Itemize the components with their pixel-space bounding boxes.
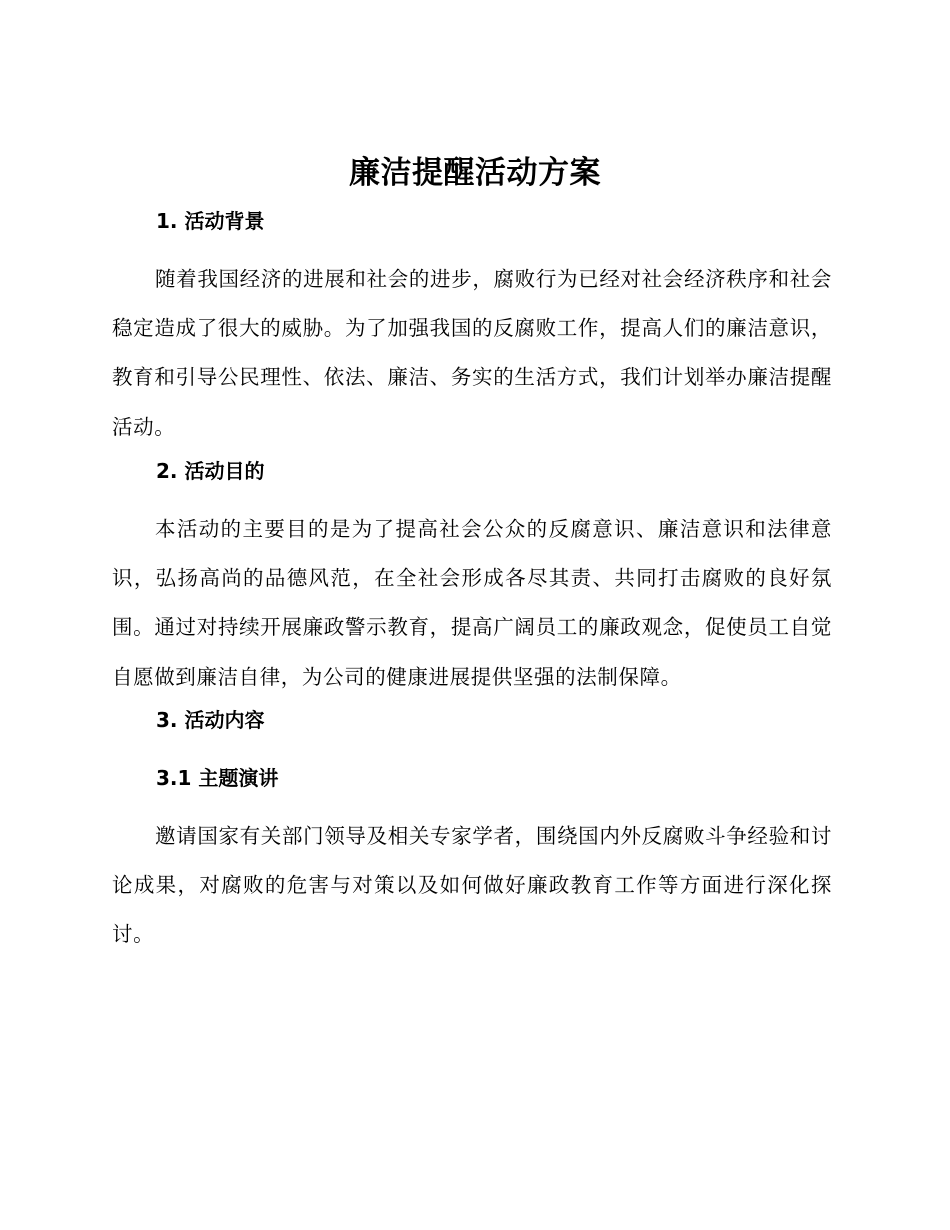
section-paragraph-background: 随着我国经济的进展和社会的进步，腐败行为已经对社会经济秩序和社会稳定造成了很大的威胁。为了加强我国的反腐败工作，提高人们的廉洁意识，教育和引导公民理性、依法、廉洁、务实的生活方式，我们计划举办廉洁提醒活动。 xyxy=(112,267,832,439)
subsection-paragraph-keynote: 邀请国家有关部门领导及相关专家学者，围绕国内外反腐败斗争经验和讨论成果，对腐败的危害与对策以及如何做好廉政教育工作等方面进行深化探讨。 xyxy=(112,824,832,947)
section-heading-content: 3. 活动内容 xyxy=(156,708,265,732)
subsection-heading-keynote: 3.1 主题演讲 xyxy=(156,766,279,790)
section-heading-purpose: 2. 活动目的 xyxy=(156,459,265,483)
section-paragraph-purpose: 本活动的主要目的是为了提高社会公众的反腐意识、廉洁意识和法律意识，弘扬高尚的品德风范，在全社会形成各尽其责、共同打击腐败的良好氛围。通过对持续开展廉政警示教育，提高广阔员工的廉政观念，促使员工自觉自愿做到廉洁自律，为公司的健康进展提供坚强的法制保障。 xyxy=(112,517,832,689)
section-heading-background: 1. 活动背景 xyxy=(156,209,265,233)
document-title: 廉洁提醒活动方案 xyxy=(349,155,601,191)
